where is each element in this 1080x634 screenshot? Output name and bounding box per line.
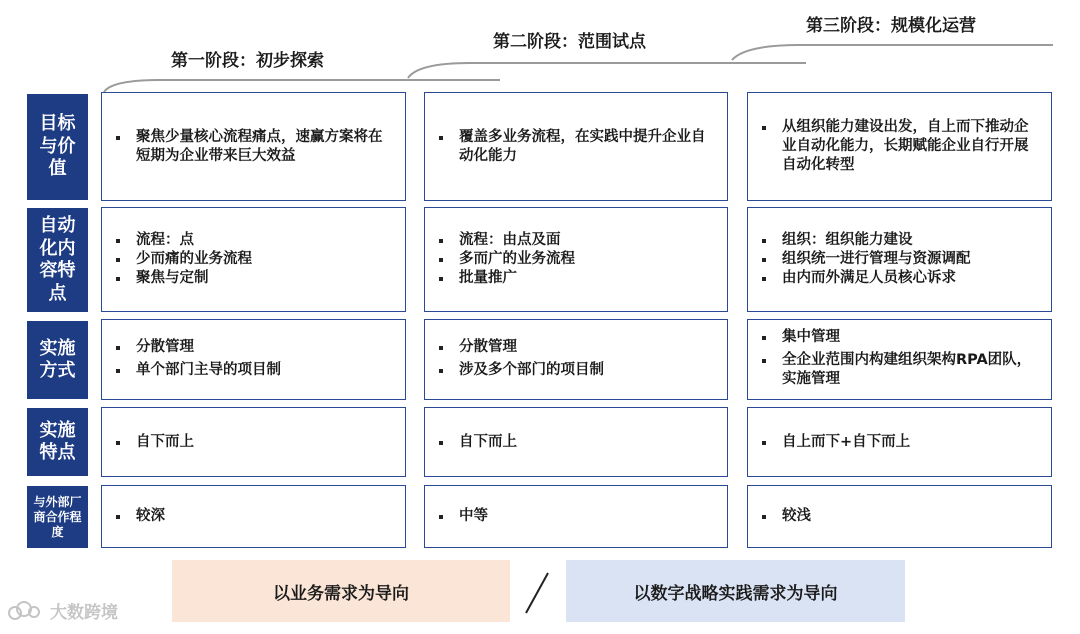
list-item: 中等: [435, 507, 717, 526]
feature-cell-stage-3: [747, 407, 1052, 477]
list-item: 从组织能力建设出发，自上而下推动企业自动化能力，长期赋能企业自行开展自动化转型: [758, 118, 1041, 175]
list-item: 多而广的业务流程: [435, 250, 717, 269]
row-label-goal-value: 目标与价值: [27, 94, 88, 200]
watermark: [6, 598, 118, 623]
stage-connector-lines: [0, 0, 1080, 100]
cooperation-cell-stage-1: [101, 485, 406, 548]
list-item: 分散管理: [435, 338, 717, 357]
watermark-text: 大数跨境: [50, 603, 118, 623]
content-cell-stage-1: [101, 207, 406, 312]
list-item: 分散管理: [112, 338, 395, 357]
content-cell-stage-3: [747, 207, 1052, 312]
list-item: 自下而上: [112, 433, 395, 452]
cloud-logo-icon: [6, 600, 46, 622]
list-item: 集中管理: [758, 328, 1041, 347]
list-item: 由内而外满足人员核心诉求: [758, 269, 1041, 288]
row-label-vendor-cooperation: 与外部厂商合作程度: [27, 486, 88, 548]
list-item: 单个部门主导的项目制: [112, 361, 395, 380]
goal-cell-stage-1: [101, 92, 406, 201]
mode-cell-stage-2: [424, 319, 728, 400]
row-label-implementation-feature: 实施特点: [27, 408, 88, 476]
mode-cell-stage-1: [101, 319, 406, 400]
slash-divider: [522, 570, 552, 616]
goal-cell-stage-2: [424, 92, 728, 201]
content-cell-stage-2: [424, 207, 728, 312]
stage-3-title: 第三阶段：规模化运营: [806, 16, 976, 36]
cooperation-cell-stage-2: [424, 485, 728, 548]
list-item: 较浅: [758, 507, 1041, 526]
feature-cell-stage-1: [101, 407, 406, 477]
list-item: 覆盖多业务流程，在实践中提升企业自动化能力: [435, 128, 717, 166]
list-item: 自下而上: [435, 433, 717, 452]
stage-2-title: 第二阶段：范围试点: [493, 32, 646, 52]
business-oriented-box: 以业务需求为导向: [172, 560, 510, 622]
cooperation-cell-stage-3: [747, 485, 1052, 548]
list-item: 批量推广: [435, 269, 717, 288]
list-item: 流程：由点及面: [435, 231, 717, 250]
row-label-implementation-mode: 实施方式: [27, 321, 88, 399]
list-item: 聚焦少量核心流程痛点，速赢方案将在短期为企业带来巨大效益: [112, 128, 395, 166]
mode-cell-stage-3: [747, 319, 1052, 400]
list-item: 少而痛的业务流程: [112, 250, 395, 269]
list-item: 组织统一进行管理与资源调配: [758, 250, 1041, 269]
list-item: 自上而下+自下而上: [758, 433, 1041, 452]
digital-strategy-oriented-box: 以数字战略实践需求为导向: [566, 560, 905, 622]
list-item: 全企业范围内构建组织架构RPA团队，实施管理: [758, 351, 1041, 389]
list-item: 组织：组织能力建设: [758, 231, 1041, 250]
feature-cell-stage-2: [424, 407, 728, 477]
stage-1-title: 第一阶段：初步探索: [171, 51, 324, 71]
goal-cell-stage-3: [747, 92, 1052, 201]
list-item: 聚焦与定制: [112, 269, 395, 288]
list-item: 较深: [112, 507, 395, 526]
row-label-automation-content: 自动化内容特点: [27, 208, 88, 312]
list-item: 流程：点: [112, 231, 395, 250]
list-item: 涉及多个部门的项目制: [435, 361, 717, 380]
